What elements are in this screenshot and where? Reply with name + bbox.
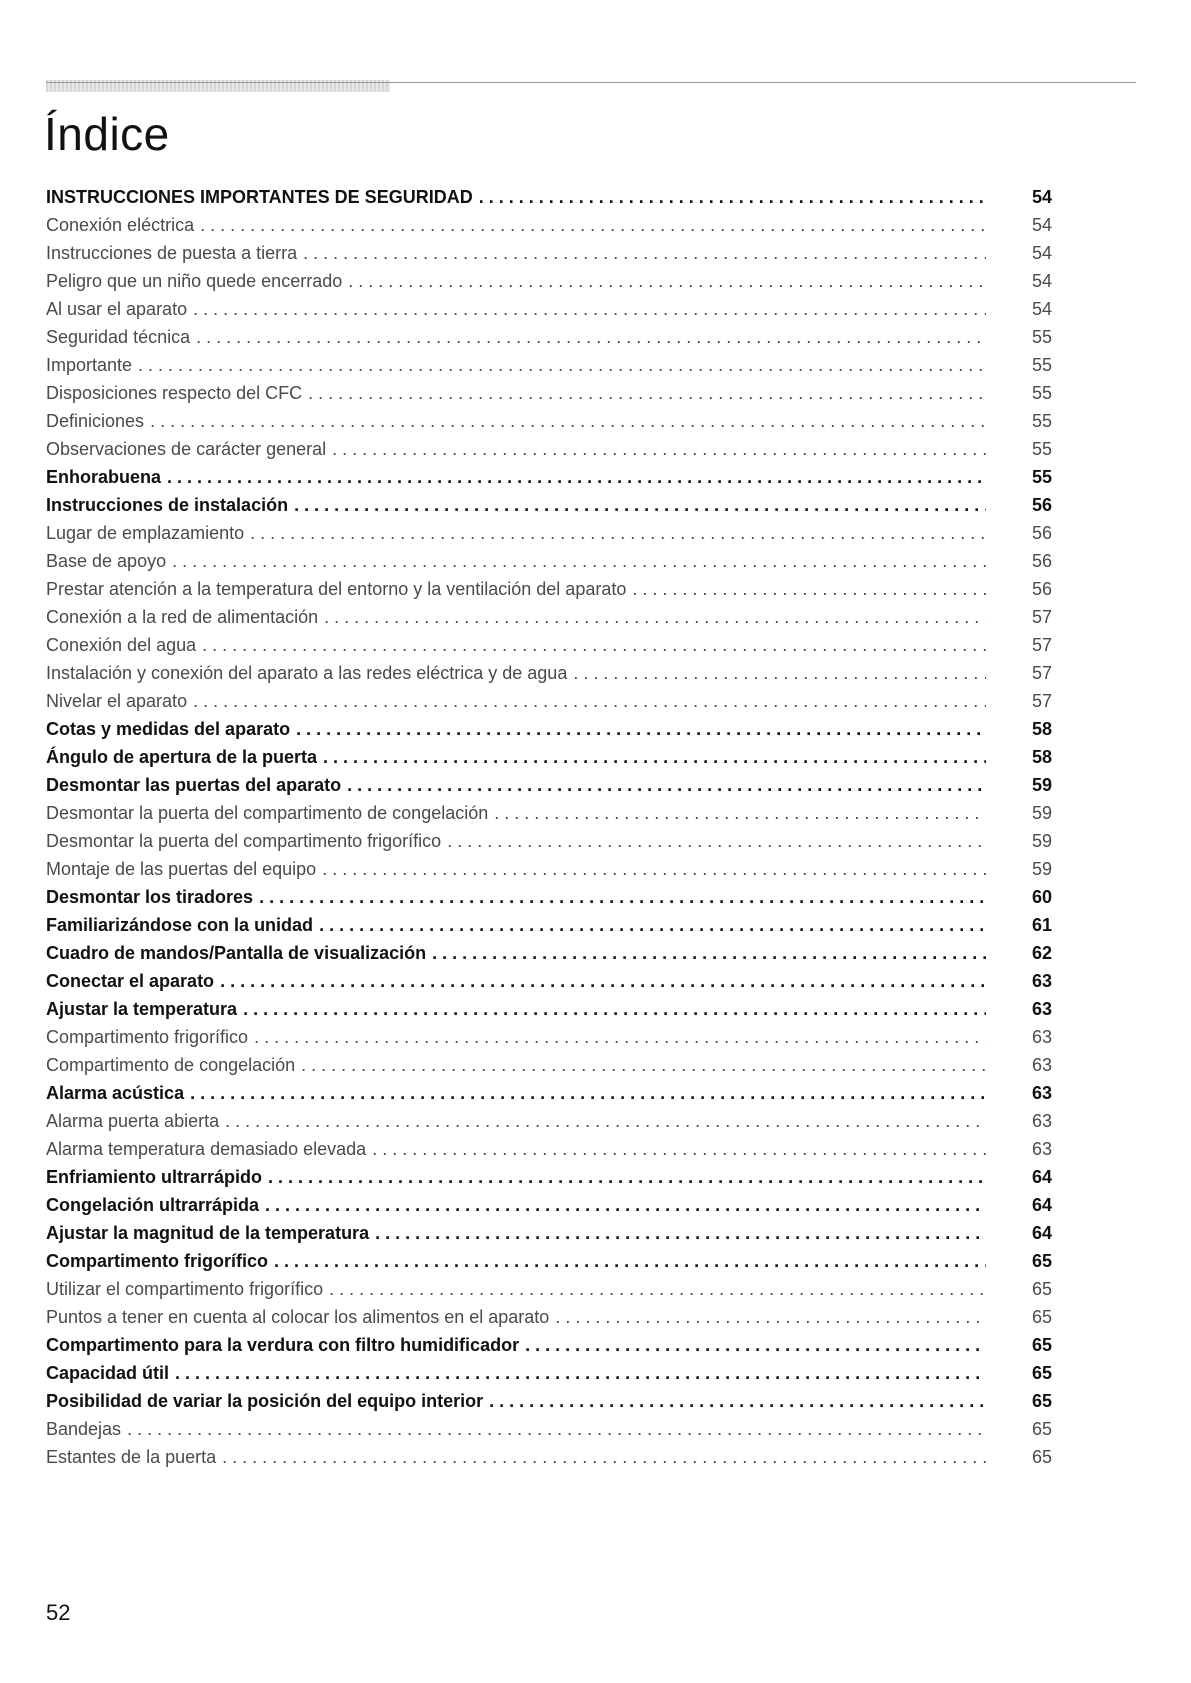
- toc-entry-page: 54: [1032, 215, 1053, 235]
- toc-section-entry[interactable]: [46, 1219, 1062, 1247]
- toc-entry-label: Ángulo de apertura de la puerta: [46, 747, 318, 767]
- toc-dot-leader: [308, 379, 986, 407]
- toc-entry-page: 59: [1032, 859, 1053, 879]
- toc-dot-leader: [225, 1107, 986, 1135]
- toc-subsection-entry[interactable]: [46, 519, 1062, 547]
- toc-entry-label: Utilizar el compartimento frigorífico: [46, 1279, 324, 1299]
- toc-entry-page: 63: [1032, 999, 1053, 1019]
- toc-section-entry[interactable]: [46, 1331, 1062, 1359]
- toc-entry-page: 65: [1032, 1251, 1053, 1271]
- toc-entry-label: Alarma puerta abierta: [46, 1111, 220, 1131]
- toc-entry-page: 57: [1032, 607, 1053, 627]
- toc-dot-leader: [555, 1303, 986, 1331]
- toc-section-entry[interactable]: [46, 743, 1062, 771]
- toc-entry-label: Compartimento frigorífico: [46, 1251, 269, 1271]
- toc-dot-leader: [489, 1387, 986, 1415]
- toc-dot-leader: [573, 659, 986, 687]
- toc-subsection-entry[interactable]: [46, 239, 1062, 267]
- toc-entry-page: 54: [1032, 187, 1053, 207]
- toc-dot-leader: [525, 1331, 986, 1359]
- toc-entry-label: Compartimento para la verdura con filtro humidificador: [46, 1335, 520, 1355]
- toc-entry-page: 56: [1032, 523, 1053, 543]
- toc-dot-leader: [190, 1079, 986, 1107]
- toc-entry-page: 63: [1032, 1139, 1053, 1159]
- toc-dot-leader: [220, 967, 986, 995]
- toc-entry-page: 64: [1032, 1195, 1053, 1215]
- toc-entry-label: Prestar atención a la temperatura del entorno y la ventilación del aparato: [46, 579, 627, 599]
- toc-subsection-entry[interactable]: [46, 1443, 1062, 1471]
- toc-entry-page: 65: [1032, 1335, 1053, 1355]
- toc-entry-page: 55: [1032, 327, 1053, 347]
- toc-entry-label: Conectar el aparato: [46, 971, 215, 991]
- toc-subsection-entry[interactable]: [46, 827, 1062, 855]
- toc-subsection-entry[interactable]: [46, 351, 1062, 379]
- toc-dot-leader: [303, 239, 986, 267]
- toc-dot-leader: [250, 519, 986, 547]
- header-rule: [46, 82, 1136, 83]
- toc-dot-leader: [167, 463, 986, 491]
- toc-entry-page: 59: [1032, 831, 1053, 851]
- toc-dot-leader: [432, 939, 986, 967]
- toc-entry-label: Congelación ultrarrápida: [46, 1195, 260, 1215]
- toc-section-entry[interactable]: [46, 995, 1062, 1023]
- toc-subsection-entry[interactable]: [46, 1051, 1062, 1079]
- toc-entry-page: 56: [1032, 495, 1053, 515]
- toc-dot-leader: [323, 743, 986, 771]
- toc-entry-page: 59: [1032, 775, 1053, 795]
- toc-entry-label: Bandejas: [46, 1419, 122, 1439]
- toc-dot-leader: [265, 1191, 986, 1219]
- toc-subsection-entry[interactable]: [46, 323, 1062, 351]
- toc-entry-page: 65: [1032, 1391, 1053, 1411]
- toc-subsection-entry[interactable]: [46, 1303, 1062, 1331]
- toc-entry-label: Desmontar la puerta del compartimento de congelación: [46, 803, 489, 823]
- toc-entry-label: Al usar el aparato: [46, 299, 188, 319]
- toc-subsection-entry[interactable]: [46, 799, 1062, 827]
- toc-entry-label: Puntos a tener en cuenta al colocar los alimentos en el aparato: [46, 1307, 550, 1327]
- toc-entry-label: Cuadro de mandos/Pantalla de visualización: [46, 943, 427, 963]
- toc-subsection-entry[interactable]: [46, 603, 1062, 631]
- toc-entry-label: Compartimento de congelación: [46, 1055, 296, 1075]
- toc-section-entry[interactable]: [46, 491, 1062, 519]
- toc-entry-label: Base de apoyo: [46, 551, 167, 571]
- toc-entry-page: 57: [1032, 691, 1053, 711]
- toc-section-entry[interactable]: [46, 1247, 1062, 1275]
- toc-entry-page: 55: [1032, 467, 1053, 487]
- toc-entry-label: Estantes de la puerta: [46, 1447, 217, 1467]
- toc-entry-label: Instalación y conexión del aparato a las redes eléctrica y de agua: [46, 663, 568, 683]
- toc-dot-leader: [175, 1359, 986, 1387]
- toc-entry-label: Seguridad técnica: [46, 327, 191, 347]
- toc-entry-page: 64: [1032, 1167, 1053, 1187]
- toc-entry-label: Disposiciones respecto del CFC: [46, 383, 303, 403]
- toc-entry-label: Capacidad útil: [46, 1363, 170, 1383]
- toc-subsection-entry[interactable]: [46, 631, 1062, 659]
- toc-entry-page: 63: [1032, 1027, 1053, 1047]
- toc-entry-page: 58: [1032, 747, 1053, 767]
- toc-dot-leader: [324, 603, 986, 631]
- toc-entry-label: Enhorabuena: [46, 467, 162, 487]
- toc-entry-page: 64: [1032, 1223, 1053, 1243]
- toc-entry-page: 56: [1032, 551, 1053, 571]
- toc-section-entry[interactable]: [46, 967, 1062, 995]
- toc-dot-leader: [274, 1247, 986, 1275]
- toc-entry-page: 65: [1032, 1419, 1053, 1439]
- toc-entry-label: Desmontar las puertas del aparato: [46, 775, 342, 795]
- toc-entry-page: 63: [1032, 1055, 1053, 1075]
- toc-entry-page: 59: [1032, 803, 1053, 823]
- toc-entry-label: Ajustar la temperatura: [46, 999, 238, 1019]
- toc-dot-leader: [254, 1023, 986, 1051]
- toc-subsection-entry[interactable]: [46, 407, 1062, 435]
- toc-entry-label: Peligro que un niño quede encerrado: [46, 271, 343, 291]
- toc-dot-leader: [222, 1443, 986, 1471]
- toc-entry-label: INSTRUCCIONES IMPORTANTES DE SEGURIDAD: [46, 187, 473, 207]
- toc-entry-label: Alarma acústica: [46, 1083, 185, 1103]
- toc-entry-label: Conexión del agua: [46, 635, 197, 655]
- toc-section-entry[interactable]: [46, 1387, 1062, 1415]
- toc-subsection-entry[interactable]: [46, 379, 1062, 407]
- toc-entry-page: 58: [1032, 719, 1053, 739]
- toc-entry-page: 65: [1032, 1363, 1053, 1383]
- toc-section-entry[interactable]: [46, 1163, 1062, 1191]
- toc-dot-leader: [243, 995, 986, 1023]
- toc-subsection-entry[interactable]: [46, 687, 1062, 715]
- toc-entry-page: 65: [1032, 1279, 1053, 1299]
- toc-dot-leader: [372, 1135, 986, 1163]
- toc-entry-label: Enfriamiento ultrarrápido: [46, 1167, 263, 1187]
- toc-entry-label: Compartimento frigorífico: [46, 1027, 249, 1047]
- toc-subsection-entry[interactable]: [46, 1135, 1062, 1163]
- toc-dot-leader: [193, 687, 986, 715]
- toc-subsection-entry[interactable]: [46, 1023, 1062, 1051]
- toc-entry-page: 54: [1032, 243, 1053, 263]
- toc-dot-leader: [296, 715, 986, 743]
- toc-entry-label: Instrucciones de puesta a tierra: [46, 243, 298, 263]
- toc-dot-leader: [348, 267, 986, 295]
- toc-entry-label: Lugar de emplazamiento: [46, 523, 245, 543]
- toc-entry-page: 55: [1032, 411, 1053, 431]
- toc-entry-page: 54: [1032, 299, 1053, 319]
- toc-dot-leader: [268, 1163, 986, 1191]
- toc-dot-leader: [479, 183, 986, 211]
- toc-section-entry[interactable]: [46, 1191, 1062, 1219]
- toc-section-entry[interactable]: [46, 463, 1062, 491]
- toc-section-entry[interactable]: [46, 883, 1062, 911]
- toc-entry-page: 57: [1032, 635, 1053, 655]
- toc-entry-label: Conexión a la red de alimentación: [46, 607, 319, 627]
- toc-dot-leader: [172, 547, 986, 575]
- page-number: 52: [46, 1600, 71, 1625]
- toc-entry-label: Ajustar la magnitud de la temperatura: [46, 1223, 370, 1243]
- toc-dot-leader: [319, 911, 986, 939]
- toc-dot-leader: [150, 407, 986, 435]
- toc-entry-label: Instrucciones de instalación: [46, 495, 289, 515]
- toc-dot-leader: [138, 351, 986, 379]
- toc-dot-leader: [332, 435, 986, 463]
- toc-subsection-entry[interactable]: [46, 435, 1062, 463]
- toc-entry-label: Definiciones: [46, 411, 145, 431]
- toc-subsection-entry[interactable]: [46, 855, 1062, 883]
- toc-dot-leader: [375, 1219, 986, 1247]
- toc-entry-page: 56: [1032, 579, 1053, 599]
- toc-dot-leader: [347, 771, 986, 799]
- toc-entry-label: Cotas y medidas del aparato: [46, 719, 291, 739]
- toc-entry-label: Posibilidad de variar la posición del equipo interior: [46, 1391, 484, 1411]
- toc-entry-page: 65: [1032, 1447, 1053, 1467]
- toc-entry-label: Conexión eléctrica: [46, 215, 195, 235]
- toc-entry-label: Familiarizándose con la unidad: [46, 915, 314, 935]
- toc-dot-leader: [202, 631, 986, 659]
- toc-entry-page: 63: [1032, 1083, 1053, 1103]
- toc-entry-page: 65: [1032, 1307, 1053, 1327]
- toc-dot-leader: [632, 575, 986, 603]
- toc-subsection-entry[interactable]: [46, 659, 1062, 687]
- toc-entry-page: 61: [1032, 915, 1053, 935]
- page-title: Índice: [44, 108, 170, 160]
- toc-section-entry[interactable]: [46, 1079, 1062, 1107]
- toc-section-entry[interactable]: [46, 183, 1062, 211]
- toc-entry-page: 62: [1032, 943, 1053, 963]
- toc-dot-leader: [259, 883, 986, 911]
- toc-entry-page: 63: [1032, 1111, 1053, 1131]
- toc-entry-label: Desmontar la puerta del compartimento frigorífico: [46, 831, 442, 851]
- toc-entry-page: 55: [1032, 383, 1053, 403]
- toc-section-entry[interactable]: [46, 939, 1062, 967]
- toc-section-entry[interactable]: [46, 1359, 1062, 1387]
- table-of-contents: [46, 183, 1062, 1471]
- toc-subsection-entry[interactable]: [46, 211, 1062, 239]
- toc-dot-leader: [322, 855, 986, 883]
- toc-section-entry[interactable]: [46, 715, 1062, 743]
- toc-dot-leader: [193, 295, 986, 323]
- toc-dot-leader: [294, 491, 986, 519]
- toc-dot-leader: [301, 1051, 986, 1079]
- toc-entry-label: Montaje de las puertas del equipo: [46, 859, 317, 879]
- toc-dot-leader: [447, 827, 986, 855]
- toc-entry-label: Desmontar los tiradores: [46, 887, 254, 907]
- toc-entry-label: Importante: [46, 355, 133, 375]
- toc-section-entry[interactable]: [46, 771, 1062, 799]
- toc-dot-leader: [200, 211, 986, 239]
- toc-entry-page: 54: [1032, 271, 1053, 291]
- toc-dot-leader: [494, 799, 986, 827]
- toc-subsection-entry[interactable]: [46, 1275, 1062, 1303]
- toc-dot-leader: [329, 1275, 986, 1303]
- toc-entry-label: Nivelar el aparato: [46, 691, 188, 711]
- toc-entry-page: 55: [1032, 439, 1053, 459]
- toc-section-entry[interactable]: [46, 911, 1062, 939]
- toc-entry-page: 60: [1032, 887, 1053, 907]
- toc-subsection-entry[interactable]: [46, 575, 1062, 603]
- toc-entry-page: 55: [1032, 355, 1053, 375]
- toc-entry-label: Alarma temperatura demasiado elevada: [46, 1139, 367, 1159]
- toc-subsection-entry[interactable]: [46, 1107, 1062, 1135]
- toc-dot-leader: [196, 323, 986, 351]
- toc-entry-label: Observaciones de carácter general: [46, 439, 327, 459]
- toc-entry-page: 57: [1032, 663, 1053, 683]
- toc-subsection-entry[interactable]: [46, 267, 1062, 295]
- toc-subsection-entry[interactable]: [46, 1415, 1062, 1443]
- toc-dot-leader: [127, 1415, 986, 1443]
- toc-subsection-entry[interactable]: [46, 295, 1062, 323]
- toc-subsection-entry[interactable]: [46, 547, 1062, 575]
- toc-entry-page: 63: [1032, 971, 1053, 991]
